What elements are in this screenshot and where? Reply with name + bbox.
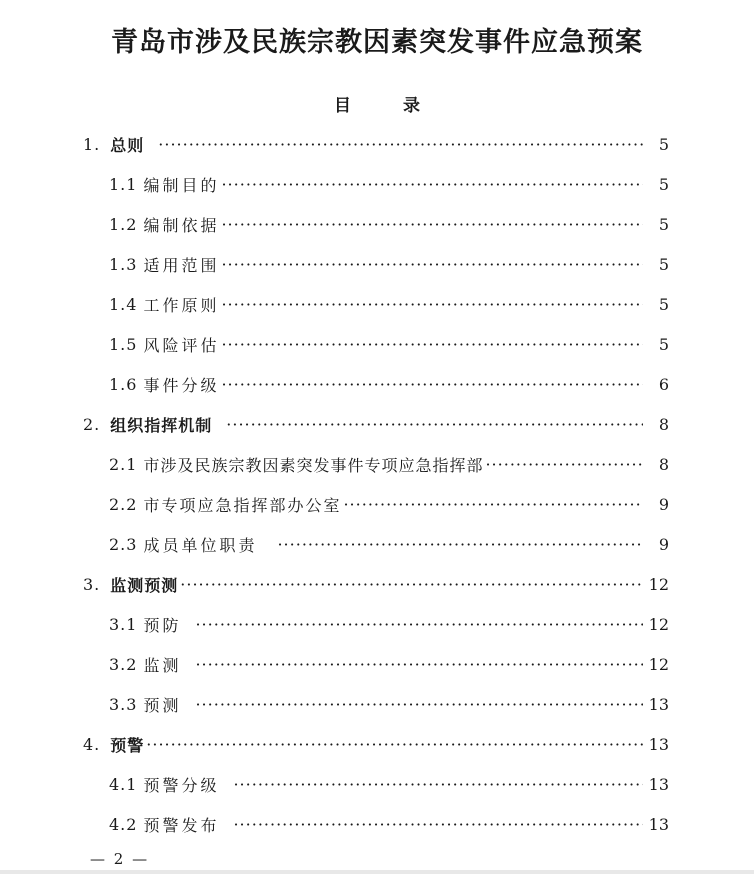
toc-entry-2-3[interactable]	[109, 524, 669, 564]
toc-entry-page: 9	[658, 534, 669, 554]
page-number: — 2 —	[90, 850, 150, 868]
toc-entry-page: 5	[658, 214, 669, 234]
toc-entry-label: 预测	[143, 695, 182, 715]
toc-entry-page: 13	[648, 814, 669, 834]
toc-entry-number: 2.3	[109, 534, 138, 554]
toc-entry-label: 预防	[143, 615, 182, 635]
toc-entry-page: 5	[658, 334, 669, 354]
toc-entry-number: 3.3	[109, 694, 138, 714]
dot-leader	[277, 535, 643, 554]
toc-entry-page: 9	[658, 494, 669, 514]
toc-entry-number: 1.4	[109, 294, 138, 314]
toc-entry-1-2[interactable]	[109, 204, 669, 244]
dot-leader	[221, 175, 643, 194]
toc-entry-label: 市专项应急指挥部办公室	[143, 495, 342, 515]
dot-leader	[195, 655, 642, 674]
dot-leader	[195, 695, 642, 714]
dot-leader	[343, 495, 643, 514]
toc-entry-number: 4.1	[109, 774, 138, 794]
toc-entry-number: 1.3	[109, 254, 138, 274]
toc-entry-3-3[interactable]	[109, 684, 669, 724]
toc-entry-number: 3.2	[109, 654, 138, 674]
toc-entry-3[interactable]	[83, 564, 669, 604]
toc-entry-number: 1.5	[109, 334, 138, 354]
toc-entry-label: 组织指挥机制	[110, 415, 213, 435]
toc-entry-number: 2.1	[109, 454, 138, 474]
toc-entry-label: 预警	[110, 735, 145, 755]
toc-entry-number: 2.	[83, 414, 101, 434]
toc-entry-label: 市涉及民族宗教因素突发事件专项应急指挥部	[143, 455, 484, 475]
toc-entry-4-1[interactable]	[109, 764, 669, 804]
dot-leader	[180, 575, 642, 594]
toc-entry-number: 1.2	[109, 214, 138, 234]
toc-entry-page: 13	[648, 694, 669, 714]
dot-leader	[221, 335, 643, 354]
toc-entry-page: 13	[648, 774, 669, 794]
dot-leader	[146, 735, 642, 754]
toc-entry-page: 5	[658, 254, 669, 274]
toc-entry-2-2[interactable]	[109, 484, 669, 524]
toc-entry-1-3[interactable]	[109, 244, 669, 284]
toc-entry-page: 5	[658, 134, 669, 154]
dot-leader	[233, 815, 642, 834]
toc-entry-3-1[interactable]	[109, 604, 669, 644]
toc-entry-number: 2.2	[109, 494, 138, 514]
toc-entry-label: 编制依据	[143, 215, 220, 235]
toc-entry-label: 工作原则	[143, 295, 220, 315]
dot-leader	[221, 215, 643, 234]
dot-leader	[221, 295, 643, 314]
dot-leader	[226, 415, 643, 434]
toc-entry-number: 1.1	[109, 174, 138, 194]
toc-entry-label: 适用范围	[143, 255, 220, 275]
dot-leader	[158, 135, 643, 154]
toc-entry-number: 1.	[83, 134, 101, 154]
toc-entry-1-1[interactable]	[109, 164, 669, 204]
dot-leader	[485, 455, 643, 474]
toc-entry-number: 4.2	[109, 814, 138, 834]
document-title: 青岛市涉及民族宗教因素突发事件应急预案	[111, 27, 643, 58]
toc-entry-page: 8	[658, 414, 669, 434]
toc-entry-label: 事件分级	[143, 375, 220, 395]
toc-entry-page: 6	[658, 374, 669, 394]
toc-entry-2-1[interactable]	[109, 444, 669, 484]
toc-entry-page: 12	[648, 574, 669, 594]
toc-entry-label: 监测预测	[110, 575, 179, 595]
toc-entry-1-6[interactable]	[109, 364, 669, 404]
toc-entry-page: 12	[648, 614, 669, 634]
toc-entry-1-5[interactable]	[109, 324, 669, 364]
toc-entry-label: 预警分级	[143, 775, 220, 795]
toc-entry-number: 3.	[83, 574, 101, 594]
toc-entry-1-4[interactable]	[109, 284, 669, 324]
toc-entry-1[interactable]	[83, 124, 669, 164]
toc-entry-4-2[interactable]	[109, 804, 669, 844]
toc-entry-number: 1.6	[109, 374, 138, 394]
toc-entry-page: 13	[648, 734, 669, 754]
toc-entry-label: 预警发布	[143, 815, 220, 835]
toc-heading: 目录	[334, 96, 472, 116]
toc-entry-label: 风险评估	[143, 335, 220, 355]
dot-leader	[221, 255, 643, 274]
toc-entry-page: 8	[658, 454, 669, 474]
toc-entry-2[interactable]	[83, 404, 669, 444]
toc-entry-page: 5	[658, 294, 669, 314]
toc-entry-number: 3.1	[109, 614, 138, 634]
dot-leader	[233, 775, 642, 794]
toc-entry-label: 监测	[143, 655, 182, 675]
toc-entry-page: 12	[648, 654, 669, 674]
toc-entry-label: 编制目的	[143, 175, 220, 195]
toc-entry-4[interactable]	[83, 724, 669, 764]
toc-entry-label: 成员单位职责	[143, 535, 258, 555]
toc-entry-3-2[interactable]	[109, 644, 669, 684]
toc-entry-label: 总则	[110, 135, 145, 155]
dot-leader	[195, 615, 642, 634]
toc-entry-number: 4.	[83, 734, 101, 754]
page-bottom-edge	[0, 870, 754, 874]
dot-leader	[221, 375, 643, 394]
toc-entry-page: 5	[658, 174, 669, 194]
